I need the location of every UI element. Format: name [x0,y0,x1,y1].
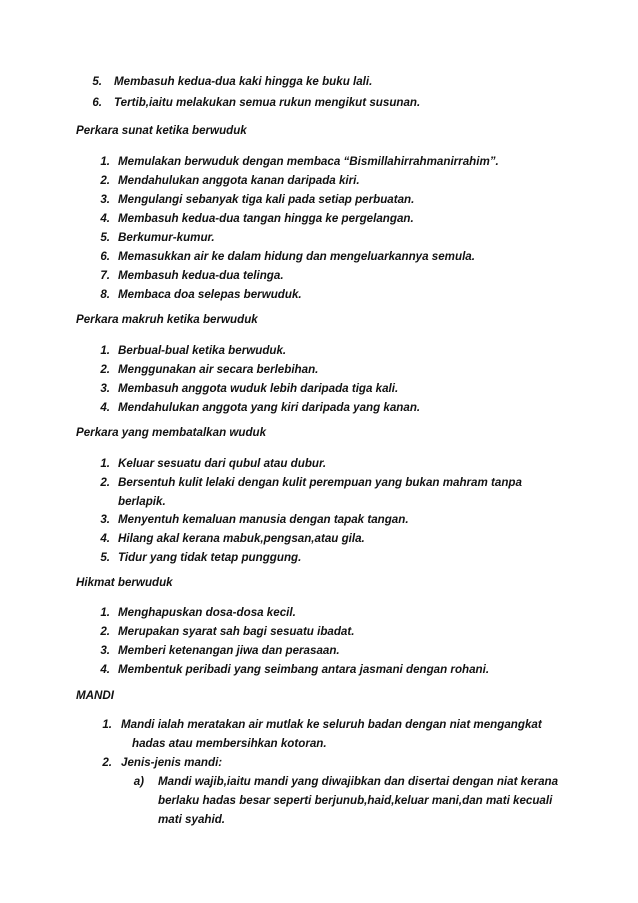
list-item: Merupakan syarat sah bagi sesuatu ibadat. [118,625,355,638]
sub-list-item-continuation: mati syahid. [158,813,226,826]
list-item: Memberi ketenangan jiwa dan perasaan. [118,644,340,657]
list-item: Membasuh kedua-dua kaki hingga ke buku lali. [114,75,373,88]
list-item: Memulakan berwuduk dengan membaca “Bismillahirrahmanirrahim”. [118,155,499,168]
list-item: Membasuh anggota wuduk lebih daripada tiga kali. [118,382,399,395]
list-number: 7. [100,269,110,282]
list-number: 3. [100,513,110,526]
list-item: Bersentuh kulit lelaki dengan kulit perempuan yang bukan mahram tanpa [118,476,522,489]
list-item: Jenis-jenis mandi: [121,756,223,769]
list-number: 2. [102,756,112,769]
list-number: 4. [100,663,110,676]
section-heading-hikmat: Hikmat berwuduk [76,576,173,589]
list-item: Menghapuskan dosa-dosa kecil. [118,606,296,619]
section-heading-makruh: Perkara makruh ketika berwuduk [76,313,258,326]
list-item: Memasukkan air ke dalam hidung dan mengeluarkannya semula. [118,250,475,263]
list-item-continuation: berlapik. [118,495,166,508]
list-number: 1. [100,155,110,168]
list-number: 2. [100,174,110,187]
list-item: Membasuh kedua-dua telinga. [118,269,284,282]
list-item: Membasuh kedua-dua tangan hingga ke pergelangan. [118,212,414,225]
list-item: Mendahulukan anggota yang kiri daripada yang kanan. [118,401,421,414]
list-number: 4. [100,401,110,414]
list-number: 2. [100,363,110,376]
list-item-continuation: hadas atau membersihkan kotoran. [132,737,327,750]
list-item: Membentuk peribadi yang seimbang antara jasmani dengan rohani. [118,663,490,676]
list-number: 1. [100,457,110,470]
list-number: 5. [100,551,110,564]
list-item: Menyentuh kemaluan manusia dengan tapak tangan. [118,513,409,526]
sub-list-letter: a) [133,775,144,788]
sub-list-item: Mandi wajib,iaitu mandi yang diwajibkan dan disertai dengan niat kerana [158,775,559,788]
list-number: 5. [100,231,110,244]
list-number: 3. [100,644,110,657]
list-number: 6. [92,96,102,109]
list-item: Berkumur-kumur. [118,231,215,244]
list-number: 1. [100,344,110,357]
list-item: Berbual-bual ketika berwuduk. [118,344,287,357]
list-number: 4. [100,532,110,545]
sub-list-item-continuation: berlaku hadas besar seperti berjunub,haid,keluar mani,dan mati kecuali [158,794,553,807]
list-number: 5. [92,75,102,88]
list-item: Hilang akal kerana mabuk,pengsan,atau gila. [118,532,365,545]
list-number: 2. [100,476,110,489]
list-item: Tertib,iaitu melakukan semua rukun mengikut susunan. [114,96,421,109]
list-item: Mandi ialah meratakan air mutlak ke seluruh badan dengan niat mengangkat [121,718,542,731]
list-number: 1. [102,718,112,731]
list-number: 1. [100,606,110,619]
list-item: Mendahulukan anggota kanan daripada kiri. [118,174,360,187]
list-number: 8. [100,288,110,301]
list-number: 3. [100,382,110,395]
list-item: Menggunakan air secara berlebihan. [118,363,319,376]
list-number: 3. [100,193,110,206]
list-item: Mengulangi sebanyak tiga kali pada setiap perbuatan. [118,193,415,206]
list-number: 2. [100,625,110,638]
section-heading-mandi: MANDI [76,689,114,702]
list-item: Tidur yang tidak tetap punggung. [118,551,302,564]
list-number: 6. [100,250,110,263]
list-number: 4. [100,212,110,225]
section-heading-sunat: Perkara sunat ketika berwuduk [76,124,247,137]
section-heading-batal: Perkara yang membatalkan wuduk [76,426,267,439]
list-item: Membaca doa selepas berwuduk. [118,288,302,301]
list-item: Keluar sesuatu dari qubul atau dubur. [118,457,327,470]
